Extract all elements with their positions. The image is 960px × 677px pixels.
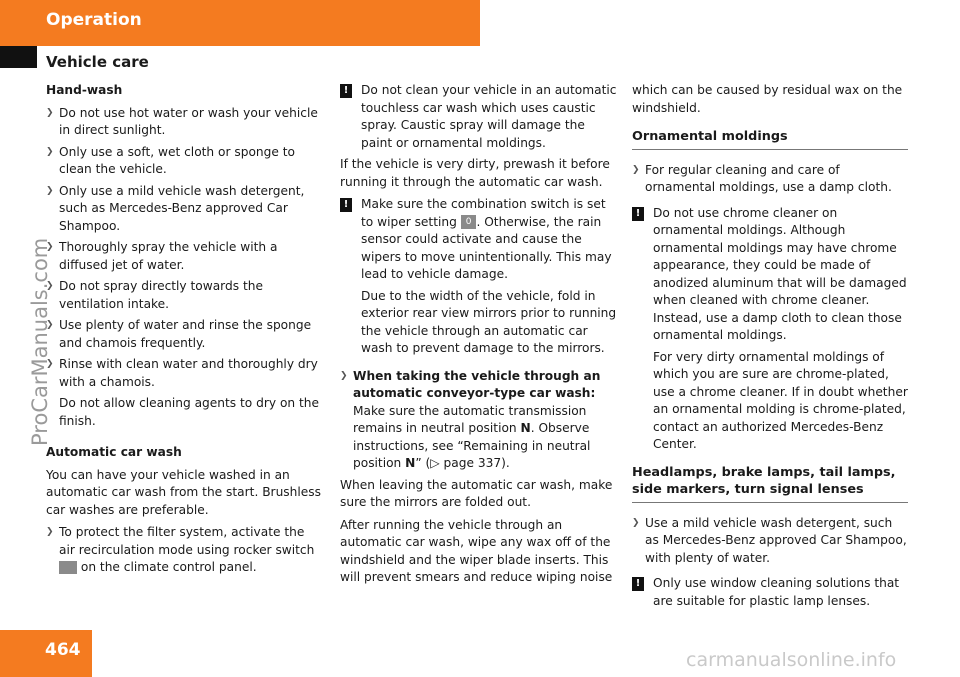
acw-intro: You can have your vehicle washed in an automatic car wash from the start. Brushless car washes are preferable.	[46, 467, 321, 517]
warning-note: ! Do not use chrome cleaner on ornamental moldings. Although ornamental moldings may have chrome appearance, they could be made of anodized aluminum that will be damaged when cleaned with chrome cleaner. Instead, use a damp cloth to clean those ornamental moldings.	[632, 205, 908, 345]
after-text: After running the vehicle through an automatic car wash, wipe any wax off of the windshield and the wiper blade inserts. This will prevent smears and reduce wiping noise	[340, 517, 613, 584]
column-2	[340, 82, 618, 592]
list-item: ❯ Only use a mild vehicle wash detergent, such as Mercedes-Benz approved Car Shampoo.	[46, 183, 324, 236]
list-item: ❯ Thoroughly spray the vehicle with a diffused jet of water.	[46, 239, 324, 274]
list-item: ❯ To protect the filter system, activate the air recirculation mode using rocker switch on the climate control panel.	[46, 524, 324, 577]
ornamental-heading: Ornamental moldings	[632, 128, 908, 150]
ornamental-note: For very dirty ornamental moldings of which you are sure are chrome-plated, use a chrome cleaner. If in doubt whether an ornamental molding is chrome-plated, contact an authorized Mercedes-Benz Center.	[653, 349, 908, 451]
column-1	[46, 82, 324, 581]
column-3	[632, 82, 908, 614]
list-item: ❯ Only use a soft, wet cloth or sponge to clean the vehicle.	[46, 144, 324, 179]
list-item: ❯ For regular cleaning and care of ornamental moldings, use a damp cloth.	[632, 162, 908, 197]
warning-note: ! Only use window cleaning solutions that are suitable for plastic lamp lenses.	[632, 575, 908, 610]
section-title: Operation	[46, 10, 142, 30]
list-item: ❯ Use a mild vehicle wash detergent, such as Mercedes-Benz approved Car Shampoo, with plenty of water.	[632, 515, 908, 568]
lamps-heading: Headlamps, brake lamps, tail lamps, side markers, turn signal lenses	[632, 464, 908, 503]
page-number: 464	[45, 640, 81, 660]
warning-icon: !	[632, 207, 644, 221]
list-item: ❯ When taking the vehicle through an automatic conveyor-type car wash: Make sure the automatic transmission remains in neutral position N. Observe instructions, see “Remaining in neutral position N” (▷ page 337).	[340, 368, 618, 473]
list-item: ❯ Rinse with clean water and thoroughly dry with a chamois.	[46, 356, 324, 391]
wiper-setting-chip: 0	[461, 215, 477, 229]
warning-icon: !	[340, 84, 352, 98]
warning-icon: !	[340, 198, 352, 212]
mirrors-note: Due to the width of the vehicle, fold in exterior rear view mirrors prior to running the vehicle through an automatic car wash to prevent damage to the mirrors.	[361, 288, 617, 355]
warning-icon: !	[632, 577, 644, 591]
watermark-left: ProCarManuals.com	[28, 237, 52, 446]
header-tab	[0, 46, 37, 68]
handwash-note: Do not allow cleaning agents to dry on the finish.	[59, 396, 320, 428]
list-item: ❯ Use plenty of water and rinse the sponge and chamois frequently.	[46, 317, 324, 352]
warning-note: ! Do not clean your vehicle in an automatic touchless car wash which uses caustic spray. Caustic spray will damage the paint or ornamental moldings.	[340, 82, 618, 152]
air-recirculation-icon	[59, 561, 77, 574]
list-item: ❯ Do not use hot water or wash your vehicle in direct sunlight.	[46, 105, 324, 140]
continued-text: which can be caused by residual wax on the windshield.	[632, 83, 903, 115]
handwash-heading: Hand-wash	[46, 83, 123, 97]
list-item: ❯ Do not spray directly towards the ventilation intake.	[46, 278, 324, 313]
subsection-title: Vehicle care	[46, 53, 149, 71]
leaving-text: When leaving the automatic car wash, make sure the mirrors are folded out.	[340, 477, 613, 509]
acw-heading: Automatic car wash	[46, 445, 182, 459]
prewash-text: If the vehicle is very dirty, prewash it before running it through the automatic car wash.	[340, 157, 610, 189]
watermark-bottom: carmanualsonline.info	[686, 649, 897, 671]
warning-note: ! Make sure the combination switch is set to wiper setting 0 . Otherwise, the rain sensor could activate and cause the wipers to move unintentionally. This may lead to vehicle damage.	[340, 196, 618, 284]
header-bar	[0, 0, 480, 46]
